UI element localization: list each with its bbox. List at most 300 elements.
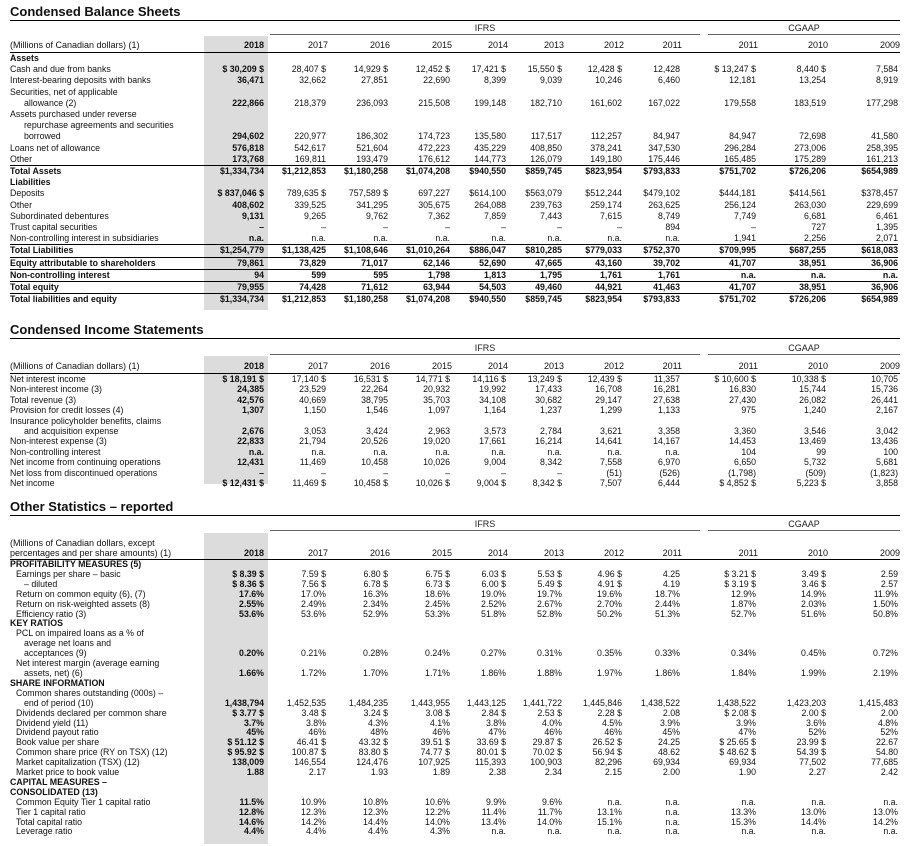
cell-year-9: 1.99% <box>801 668 826 678</box>
cell-year-9: 13,469 <box>799 436 826 447</box>
cell-year-7: n.a. <box>665 807 680 817</box>
cell-year-1: 53.6% <box>301 609 326 619</box>
cell-year-1: 12.3% <box>301 807 326 817</box>
cell-year-8 <box>680 619 756 629</box>
stats-ifrs-label: IFRS <box>474 519 496 529</box>
cell-year-9: 3,546 <box>803 426 826 437</box>
cell-year-1: n.a. <box>311 233 326 244</box>
cell-year-4: – <box>501 222 506 233</box>
cell-year-1 <box>264 560 326 570</box>
cell-year-4: 0.27% <box>481 649 506 659</box>
cell-year-7 <box>622 87 680 98</box>
cell-year-5: 47,665 <box>506 257 562 269</box>
cell-year-4: 6.00 $ <box>481 579 506 589</box>
cell-year-10: n.a. <box>826 269 898 281</box>
table-row <box>10 768 898 778</box>
table-row <box>10 738 898 748</box>
cell-year-2: 10,458 $ <box>353 478 388 489</box>
cell-year-0: 17.6% <box>239 589 264 599</box>
cell-year-5: 70.02 $ <box>532 748 562 758</box>
cell-year-2: 14.4% <box>363 817 388 827</box>
cell-year-10 <box>826 679 898 689</box>
row-label: Non-interest income (3) <box>10 384 102 395</box>
cell-year-2: 6.78 $ <box>363 579 388 589</box>
cell-year-7: 0.33% <box>655 649 680 659</box>
row-label: Loans net of allowance <box>10 142 100 153</box>
cell-year-2: 16,531 $ <box>353 374 388 384</box>
stats-units-line2: percentages and per share amounts) (1) <box>10 548 172 558</box>
table-row <box>10 211 898 222</box>
table-row <box>10 143 898 154</box>
table-row <box>10 709 898 719</box>
table-row <box>10 416 898 426</box>
cell-year-8: 15.3% <box>731 817 756 827</box>
cell-year-10 <box>826 87 898 98</box>
cell-year-10: 177,298 <box>866 97 898 108</box>
cell-year-4 <box>450 109 506 120</box>
cell-year-6: 7,558 <box>599 457 622 468</box>
cell-year-5 <box>506 53 562 64</box>
cell-year-0 <box>206 689 264 699</box>
income-header <box>10 361 900 372</box>
cell-year-7: 894 <box>665 222 680 233</box>
cell-year-2: $1,108,646 <box>326 245 388 257</box>
cell-year-1 <box>264 659 326 669</box>
year-col-3: 2015 <box>431 361 452 371</box>
cell-year-1: – <box>321 467 326 478</box>
cell-year-1: 23,529 <box>299 384 326 395</box>
cell-year-5: 4.0% <box>541 718 562 728</box>
cell-year-10: 14.2% <box>873 817 898 827</box>
cell-year-3: 107,925 <box>418 758 450 768</box>
cell-year-0: 408,602 <box>232 199 264 210</box>
cell-year-0 <box>206 639 264 649</box>
cell-year-10: 2.42 <box>880 768 898 778</box>
cell-year-8: 41,707 <box>680 282 756 294</box>
stats-header <box>10 538 900 560</box>
cell-year-10: $618,083 <box>826 245 898 257</box>
cell-year-7: 11,357 <box>653 374 680 384</box>
cell-year-6 <box>562 619 622 629</box>
cell-year-3: 174,723 <box>418 131 450 142</box>
cell-year-5: 100,903 <box>530 758 562 768</box>
row-label: Market capitalization (TSX) (12) <box>16 758 140 768</box>
cell-year-5: 13,249 $ <box>527 374 562 384</box>
cell-year-6: 29,147 <box>595 394 622 405</box>
cell-year-5: 17,433 <box>535 384 562 395</box>
cell-year-1 <box>264 629 326 639</box>
cell-year-10: 26,441 <box>871 394 898 405</box>
cell-year-9: 3.49 $ <box>801 569 826 579</box>
cell-year-7: 1,438,522 <box>640 698 680 708</box>
cell-year-2: 757,589 $ <box>348 188 388 199</box>
cell-year-3: – <box>445 467 450 478</box>
cell-year-6: 50.2% <box>597 609 622 619</box>
stats-title: Other Statistics – reported <box>10 499 900 516</box>
cell-year-0: – <box>259 222 264 233</box>
cell-year-7: 2.44% <box>655 599 680 609</box>
cell-year-10: $378,457 <box>861 188 898 199</box>
cell-year-7: 8,749 <box>657 210 680 221</box>
cell-year-10 <box>826 109 898 120</box>
cell-year-3 <box>388 639 450 649</box>
row-label: Efficiency ratio (3) <box>16 609 87 619</box>
cell-year-8: 52.7% <box>731 609 756 619</box>
cell-year-2: 1.70% <box>363 668 388 678</box>
cell-year-5 <box>506 629 562 639</box>
cell-year-5: 49,460 <box>506 282 562 294</box>
cell-year-8: $ 10,600 $ <box>714 374 756 384</box>
table-row <box>10 699 898 709</box>
cell-year-3: $1,074,208 <box>388 166 450 178</box>
cell-year-2: 9,762 <box>365 210 388 221</box>
cell-year-3: 18.6% <box>425 589 450 599</box>
cell-year-7: 51.3% <box>655 609 680 619</box>
cell-year-3 <box>388 87 450 98</box>
cell-year-8: 179,558 <box>724 97 756 108</box>
cell-year-9 <box>756 87 826 98</box>
cell-year-1 <box>264 639 326 649</box>
cell-year-8: $ 4,852 $ <box>719 478 756 489</box>
cell-year-7: 175,446 <box>648 153 680 164</box>
cell-year-3 <box>388 416 450 426</box>
stats-units-line1: (Millions of Canadian dollars, except <box>10 538 155 548</box>
table-row <box>10 457 898 467</box>
cell-year-6: 16,708 <box>595 384 622 395</box>
cell-year-4: 34,108 <box>479 394 506 405</box>
cell-year-5 <box>506 689 562 699</box>
cell-year-0 <box>206 560 264 570</box>
cell-year-3 <box>388 109 450 120</box>
cell-year-0: $1,334,734 <box>206 294 264 306</box>
cell-year-7 <box>622 639 680 649</box>
cell-year-3: 1,443,955 <box>410 698 450 708</box>
cell-year-0: 14.6% <box>239 817 264 827</box>
cell-year-3: 2,963 <box>427 426 450 437</box>
stats-cgaap-label: CGAAP <box>788 519 820 529</box>
cell-year-8: 975 <box>741 405 756 416</box>
cell-year-9 <box>756 629 826 639</box>
cell-year-0 <box>206 778 264 788</box>
cell-year-1: 599 <box>264 269 326 281</box>
cell-year-10 <box>826 416 898 426</box>
cell-year-6: 2.70% <box>597 599 622 609</box>
row-label: Other <box>10 153 33 164</box>
cell-year-4: 17,661 <box>479 436 506 447</box>
cell-year-9 <box>756 177 826 188</box>
cell-year-1: – <box>321 222 326 233</box>
cell-year-2: 341,295 <box>356 199 388 210</box>
cell-year-1: n.a. <box>311 446 326 457</box>
row-label: borrowed <box>24 131 61 142</box>
cell-year-2: 1.93 <box>370 768 388 778</box>
cell-year-5 <box>506 177 562 188</box>
cell-year-7 <box>622 53 680 64</box>
row-label: Net loss from discontinued operations <box>10 467 158 478</box>
cell-year-1 <box>264 87 326 98</box>
table-row <box>10 64 898 75</box>
cell-year-4 <box>450 619 506 629</box>
row-label: CONSOLIDATED (13) <box>10 787 98 797</box>
table-row <box>10 827 898 837</box>
cell-year-5: 8,342 $ <box>532 478 562 489</box>
cell-year-8: $ 3.21 $ <box>724 569 756 579</box>
row-label: PROFITABILITY MEASURES (5) <box>10 560 142 569</box>
cell-year-1: 11,469 $ <box>292 478 326 489</box>
cell-year-3: 53.3% <box>425 609 450 619</box>
cell-year-7: 6,460 <box>657 75 680 86</box>
cell-year-5: n.a. <box>547 233 562 244</box>
row-label: average net loans and <box>24 639 112 649</box>
cell-year-8: 14,453 <box>729 436 756 447</box>
row-label: Dividend yield (11) <box>16 718 89 728</box>
cell-year-2: 1,546 <box>365 405 388 416</box>
cell-year-5: – <box>557 467 562 478</box>
cell-year-9: 175,289 <box>794 153 826 164</box>
row-label: Non-controlling interest <box>10 446 101 457</box>
year-col-1: 2017 <box>307 548 328 558</box>
cell-year-3 <box>388 120 450 131</box>
cell-year-5: 1.88% <box>537 668 562 678</box>
cell-year-2 <box>326 679 388 689</box>
cell-year-7: n.a. <box>665 233 680 244</box>
year-col-10: 2009 <box>879 548 900 558</box>
cell-year-4 <box>450 416 506 426</box>
year-col-3: 2015 <box>431 40 452 50</box>
cell-year-2: 3.24 $ <box>363 708 388 718</box>
year-col-6: 2012 <box>603 40 624 50</box>
cell-year-6: 7,615 <box>599 210 622 221</box>
cell-year-1: 100.87 $ <box>291 748 326 758</box>
cell-year-9: 273,006 <box>794 142 826 153</box>
cell-year-5: 126,079 <box>530 153 562 164</box>
stats-table <box>10 560 898 837</box>
cell-year-3 <box>388 53 450 64</box>
cell-year-2: 83.80 $ <box>358 748 388 758</box>
cell-year-2 <box>326 177 388 188</box>
cell-year-8: n.a. <box>741 797 756 807</box>
cell-year-2 <box>326 689 388 699</box>
cell-year-7: 2.08 <box>662 708 680 718</box>
cell-year-2: 10,458 <box>361 457 388 468</box>
cell-year-10 <box>826 659 898 669</box>
income-cgaap-label: CGAAP <box>788 343 820 353</box>
cell-year-4: – <box>501 467 506 478</box>
table-row <box>10 120 898 131</box>
cell-year-7: 6,444 <box>657 478 680 489</box>
cell-year-9: $726,206 <box>756 294 826 306</box>
cell-year-9: 3.6% <box>805 718 826 728</box>
cell-year-0: n.a. <box>248 233 264 244</box>
cell-year-0: 79,861 <box>206 257 264 269</box>
cell-year-3: $1,074,208 <box>388 294 450 306</box>
cell-year-8: 1.90 <box>738 768 756 778</box>
cell-year-8 <box>680 109 756 120</box>
cell-year-10: 0.72% <box>873 649 898 659</box>
cell-year-4 <box>450 177 506 188</box>
cell-year-0: $1,254,779 <box>206 245 264 257</box>
cell-year-10: 1,415,483 <box>858 698 898 708</box>
table-row <box>10 436 898 446</box>
cell-year-6: 13.1% <box>597 807 622 817</box>
row-label: Net income <box>10 478 55 489</box>
cell-year-3: 14,771 $ <box>415 374 450 384</box>
cell-year-8: $751,702 <box>680 166 756 178</box>
cell-year-4: 9,004 <box>483 457 506 468</box>
year-col-6: 2012 <box>603 361 624 371</box>
cell-year-0: 24,385 <box>237 384 264 395</box>
cell-year-4 <box>450 120 506 131</box>
cell-year-10: 77,685 <box>871 758 898 768</box>
cell-year-1: 3.48 $ <box>301 708 326 718</box>
cell-year-8: $ 48.62 $ <box>719 748 756 758</box>
cell-year-0: 294,602 <box>232 131 264 142</box>
cell-year-1: 10.9% <box>301 797 326 807</box>
row-label: Total capital ratio <box>16 817 83 827</box>
row-label: Non-interest expense (3) <box>10 436 107 447</box>
cell-year-1: $1,138,425 <box>264 245 326 257</box>
cell-year-8: $ 2.08 $ <box>724 708 756 718</box>
year-col-9: 2010 <box>807 40 828 50</box>
cell-year-7: n.a. <box>665 797 680 807</box>
cell-year-6: $779,033 <box>562 245 622 257</box>
cell-year-2: 3,424 <box>365 426 388 437</box>
row-label: Other <box>10 199 33 210</box>
cell-year-4: 7,859 <box>483 210 506 221</box>
cell-year-3: 6.73 $ <box>425 579 450 589</box>
cell-year-2 <box>326 788 388 798</box>
cell-year-0: $ 837,046 $ <box>217 188 264 199</box>
cell-year-9 <box>756 619 826 629</box>
cell-year-5: 14.0% <box>537 817 562 827</box>
table-row <box>10 222 898 233</box>
cell-year-4: 3.8% <box>485 718 506 728</box>
table-row <box>10 131 898 142</box>
cell-year-2: 236,093 <box>356 97 388 108</box>
cell-year-4: 9.9% <box>485 797 506 807</box>
cell-year-8 <box>680 778 756 788</box>
cell-year-6 <box>562 109 622 120</box>
cell-year-0: 12,431 <box>237 457 264 468</box>
cell-year-0: 138,009 <box>232 758 264 768</box>
year-col-2: 2016 <box>369 361 390 371</box>
cell-year-3: 1,798 <box>388 269 450 281</box>
cell-year-0: $ 8.39 $ <box>232 569 264 579</box>
cell-year-9: 51.6% <box>801 609 826 619</box>
cell-year-4 <box>450 639 506 649</box>
cell-year-1: 46.41 $ <box>296 738 326 748</box>
cell-year-7: 3.9% <box>659 718 680 728</box>
cell-year-4: 2.84 $ <box>481 708 506 718</box>
cell-year-1: 339,525 <box>294 199 326 210</box>
cell-year-8: $ 25.65 $ <box>719 738 756 748</box>
cell-year-6 <box>562 788 622 798</box>
cell-year-3: 22,690 <box>423 75 450 86</box>
cell-year-1 <box>264 120 326 131</box>
cell-year-3 <box>388 177 450 188</box>
cell-year-6 <box>562 679 622 689</box>
cell-year-3: 20,932 <box>423 384 450 395</box>
cell-year-4: n.a. <box>491 827 506 837</box>
cell-year-2 <box>326 778 388 788</box>
cell-year-2: 521,604 <box>356 142 388 153</box>
row-label: Subordinated debentures <box>10 210 109 221</box>
cell-year-1: 7.56 $ <box>301 579 326 589</box>
balance-header <box>10 40 900 51</box>
cell-year-1: 218,379 <box>294 97 326 108</box>
cell-year-0: n.a. <box>248 446 264 457</box>
cell-year-6: 2.28 $ <box>597 708 622 718</box>
cell-year-7: $793,833 <box>622 294 680 306</box>
year-col-9: 2010 <box>807 361 828 371</box>
cell-year-10 <box>826 619 898 629</box>
cell-year-8: 84,947 <box>729 131 756 142</box>
cell-year-3: 0.24% <box>425 649 450 659</box>
cell-year-3: 46% <box>432 728 450 738</box>
row-label: Earnings per share – basic <box>16 569 121 579</box>
cell-year-1: 14.2% <box>301 817 326 827</box>
cell-year-9: 13.0% <box>801 807 826 817</box>
cell-year-1: 11,469 <box>299 457 326 468</box>
cell-year-6: 10,246 <box>595 75 622 86</box>
row-label: end of period (10) <box>24 698 94 708</box>
cell-year-7: 39,702 <box>622 257 680 269</box>
row-label: Market price to book value <box>16 768 120 778</box>
table-row <box>10 679 898 689</box>
cell-year-0: $ 30,209 $ <box>222 64 264 75</box>
cell-year-9: 8,440 $ <box>796 64 826 75</box>
cell-year-0: 9,131 <box>241 210 264 221</box>
cell-year-2: 71,017 <box>326 257 388 269</box>
cell-year-2: 27,851 <box>361 75 388 86</box>
year-col-4: 2014 <box>487 361 508 371</box>
cell-year-10: 10,705 <box>871 374 898 384</box>
cell-year-6: 12,439 $ <box>587 374 622 384</box>
table-row <box>10 294 898 306</box>
table-row <box>10 758 898 768</box>
cell-year-9 <box>756 416 826 426</box>
cell-year-8 <box>680 53 756 64</box>
balance-units: (Millions of Canadian dollars) (1) <box>10 40 140 50</box>
cell-year-9 <box>756 679 826 689</box>
cell-year-0 <box>206 109 264 120</box>
row-label: repurchase agreements and securities <box>24 120 174 131</box>
cell-year-3 <box>388 629 450 639</box>
table-row <box>10 166 898 178</box>
cell-year-2: 16.3% <box>363 589 388 599</box>
table-row <box>10 748 898 758</box>
year-col-9: 2010 <box>807 548 828 558</box>
cell-year-2 <box>326 619 388 629</box>
table-row <box>10 374 898 384</box>
cell-year-7: n.a. <box>665 827 680 837</box>
cell-year-8 <box>680 177 756 188</box>
cell-year-9: 26,082 <box>799 394 826 405</box>
cell-year-6 <box>562 778 622 788</box>
cell-year-7 <box>622 778 680 788</box>
table-row <box>10 590 898 600</box>
cell-year-0: 4.4% <box>243 827 264 837</box>
cell-year-6: 15.1% <box>597 817 622 827</box>
income-units: (Millions of Canadian dollars) (1) <box>10 361 140 371</box>
cell-year-9: 6,681 <box>803 210 826 221</box>
cell-year-4 <box>450 788 506 798</box>
cell-year-4 <box>450 629 506 639</box>
cell-year-10: 1.50% <box>873 599 898 609</box>
cell-year-1 <box>264 689 326 699</box>
cell-year-8: 1.87% <box>731 599 756 609</box>
cell-year-6: $823,954 <box>562 294 622 306</box>
